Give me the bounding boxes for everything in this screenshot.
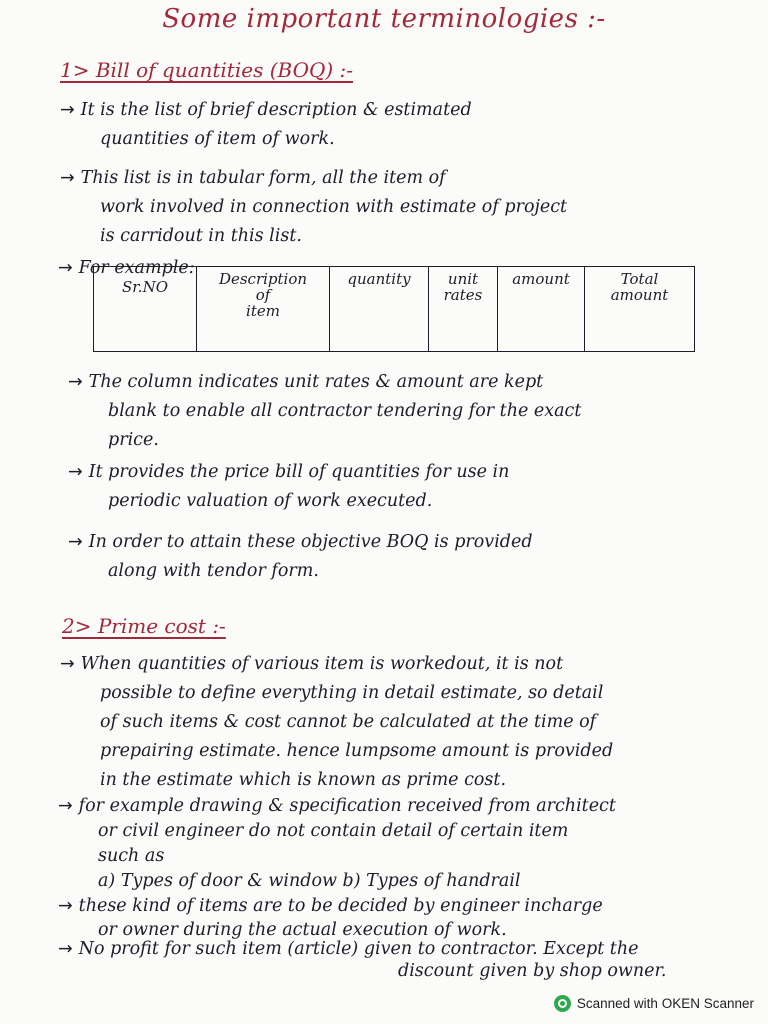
scanner-logo-icon (554, 995, 571, 1012)
prime-cost-point-1: → When quantities of various item is workedout, it is not possible to define everything in detail estimate, so detail of such items & cost cannot be calculated at the time of prepairing estimate. hence lumpsome amount is provided in the estimate which is known as prime cost. (60, 654, 614, 790)
boq-point-4: → It provides the price bill of quantities for use in periodic valuation of work executed. (68, 462, 510, 511)
boq-point-1: → It is the list of brief description & estimated quantities of item of work. (60, 100, 472, 149)
scanner-watermark: Scanned with OKEN Scanner (554, 995, 754, 1012)
section-title-prime-cost: 2> Prime cost :- (62, 614, 226, 638)
arrow-icon: → (58, 796, 73, 816)
prime-cost-point-3: → these kind of items are to be decided by engineer incharge or owner during the actual execution of work. (58, 896, 603, 940)
arrow-icon: → (60, 100, 75, 120)
arrow-icon: → (68, 532, 83, 552)
page-heading: Some important terminologies :- (162, 4, 606, 34)
prime-cost-point-4: → No profit for such item (article) given to contractor. Except the discount given by shop owner. (58, 939, 667, 981)
section-title-boq: 1> Bill of quantities (BOQ) :- (60, 58, 354, 82)
table-header-cell: unit rates (429, 267, 498, 352)
arrow-icon: → (58, 939, 73, 959)
prime-cost-point-2: → for example drawing & specification received from architect or civil engineer do not contain detail of certain item such as a) Types of door & window b) Types of handrail (58, 796, 616, 891)
table-header-cell: quantity (330, 267, 429, 352)
table-header-row (94, 267, 695, 352)
table-header-cell: amount (498, 267, 585, 352)
arrow-icon: → (68, 372, 83, 392)
boq-example-table (93, 266, 695, 352)
arrow-icon: → (60, 654, 75, 674)
arrow-icon: → (58, 258, 73, 278)
arrow-icon: → (60, 168, 75, 188)
boq-point-5: → In order to attain these objective BOQ is provided along with tendor form. (68, 532, 533, 581)
arrow-icon: → (68, 462, 83, 482)
arrow-icon: → (58, 896, 73, 916)
table-header-cell: Description of item (197, 267, 330, 352)
table-header-cell: Sr.NO (122, 278, 168, 296)
boq-point-3: → The column indicates unit rates & amount are kept blank to enable all contractor tendering for the exact price. (68, 372, 582, 450)
table-header-cell: Total amount (585, 267, 695, 352)
boq-point-2: → This list is in tabular form, all the item of work involved in connection with estimate of project is carridout in this list. (60, 168, 568, 246)
example-label: → For example: (58, 258, 195, 278)
